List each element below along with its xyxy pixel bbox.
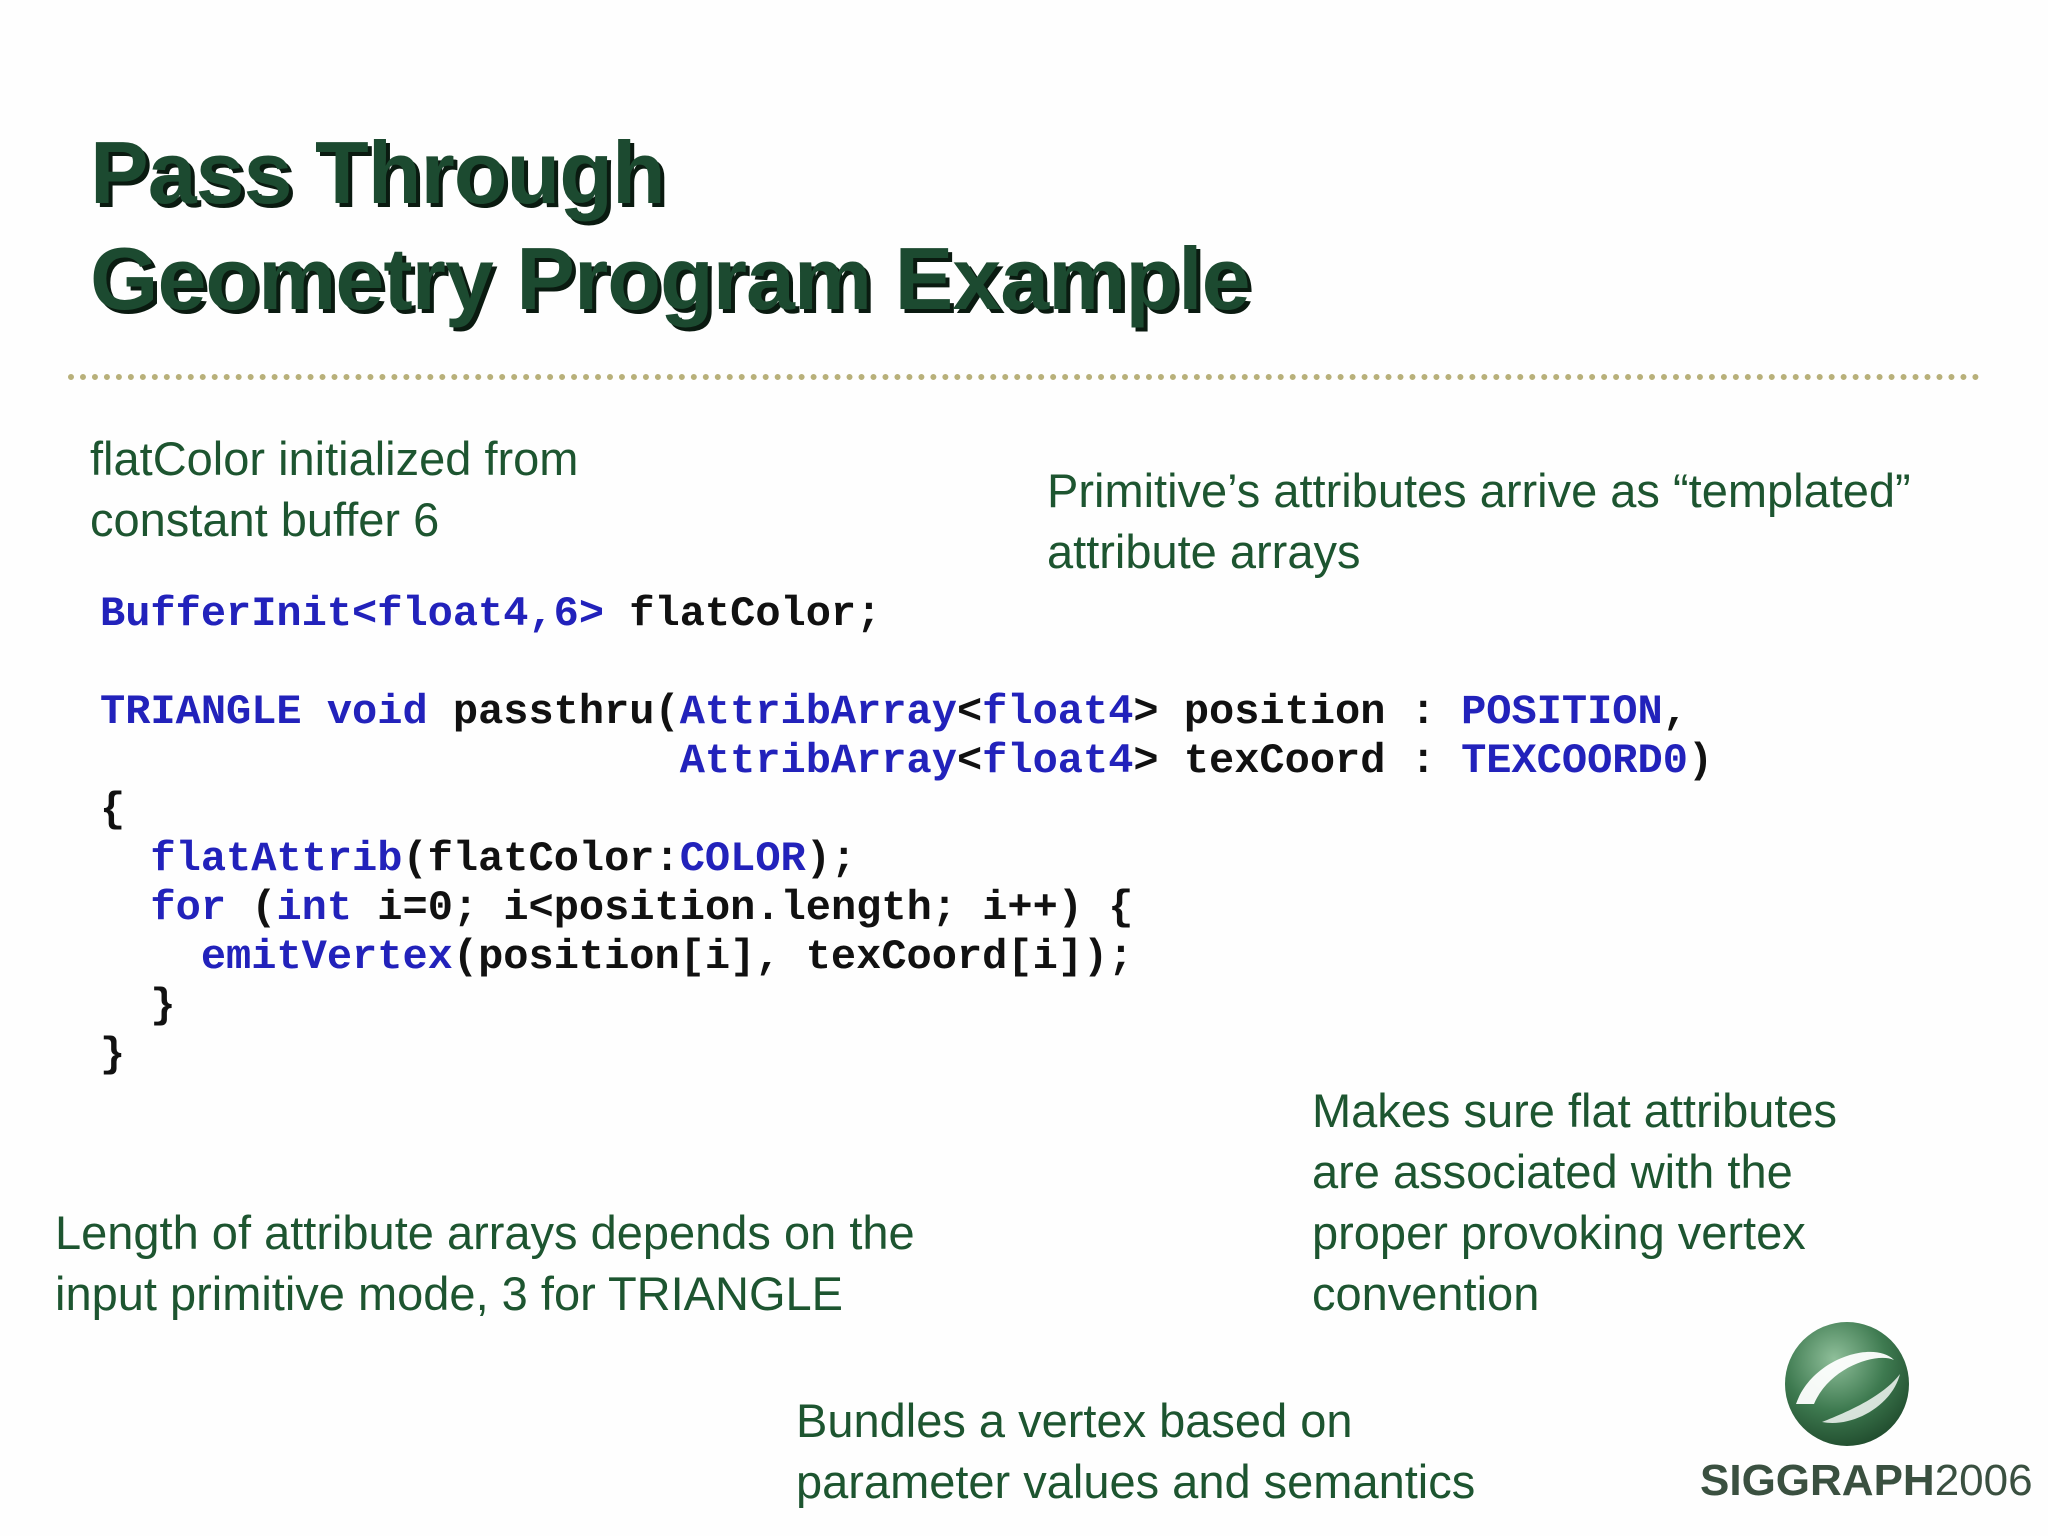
note-flat-line-2: are associated with the <box>1312 1145 1793 1198</box>
note-flat-line-4: convention <box>1312 1267 1540 1320</box>
slide-title-line-2: Geometry Program Example <box>90 229 1250 328</box>
note-bundles-line-1: Bundles a vertex based on <box>796 1394 1353 1447</box>
note-primitive-line-1: Primitive’s attributes arrive as “templated” <box>1047 464 1911 517</box>
note-flat-line-1: Makes sure flat attributes <box>1312 1084 1838 1137</box>
slide-title-line-1: Pass Through <box>90 123 665 222</box>
note-flatcolor-line-2: constant buffer 6 <box>90 493 440 546</box>
note-bundles-line-2: parameter values and semantics <box>796 1455 1476 1508</box>
code-line-6: flatAttrib(flatColor:COLOR); <box>150 835 857 883</box>
note-flatcolor <box>90 428 578 550</box>
note-flat-line-3: proper provoking vertex <box>1312 1206 1806 1259</box>
slide-title <box>90 120 1250 332</box>
code-line-blank <box>100 639 1713 688</box>
code-line-4: AttribArray<float4> texCoord : TEXCOORD0) <box>679 737 1714 785</box>
note-length-line-1: Length of attribute arrays depends on the <box>55 1206 915 1259</box>
code-line-5: { <box>100 786 126 834</box>
code-line-7: for (int i=0; i<position.length; i++) { <box>150 884 1134 932</box>
note-primitive-line-2: attribute arrays <box>1047 525 1361 578</box>
code-line-1: BufferInit<float4,6> flatColor; <box>100 590 882 638</box>
title-divider <box>68 374 1980 380</box>
siggraph-wordmark: SIGGRAPH2006 <box>1700 1456 2033 1505</box>
siggraph-logo <box>1700 1318 2033 1508</box>
note-flatcolor-line-1: flatColor initialized from <box>90 432 579 485</box>
note-attribute-length <box>55 1202 915 1324</box>
note-flat-attributes <box>1312 1080 1837 1324</box>
code-line-8: emitVertex(position[i], texCoord[i]); <box>200 933 1134 981</box>
note-primitive-attributes <box>1047 460 1911 582</box>
code-line-3: TRIANGLE void passthru(AttribArray<float4> position : POSITION, <box>100 688 1688 736</box>
note-bundles-vertex <box>796 1390 1475 1512</box>
code-block <box>100 590 1713 1080</box>
code-line-10: } <box>100 1031 126 1079</box>
code-line-9: } <box>100 982 176 1030</box>
siggraph-swirl-icon <box>1782 1318 1912 1450</box>
note-length-line-2: input primitive mode, 3 for TRIANGLE <box>55 1267 843 1320</box>
